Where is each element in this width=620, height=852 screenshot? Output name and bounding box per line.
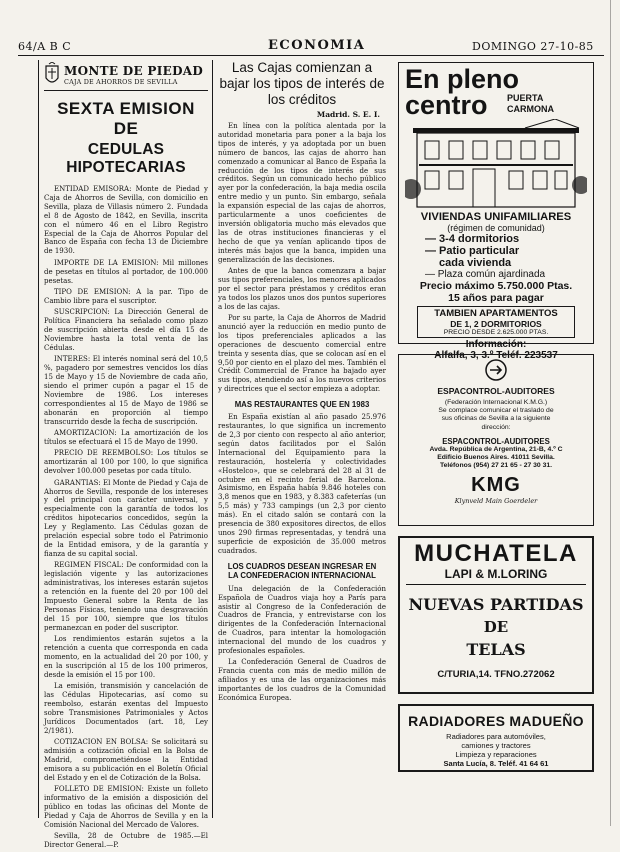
section2-body: [218, 413, 386, 556]
ad1-title-1: En pleno: [405, 64, 519, 94]
section-title: ECONOMIA: [268, 38, 366, 53]
issue-date: DOMINGO 27-10-85: [472, 40, 594, 53]
ad1-info: Información:: [465, 339, 527, 350]
kmg-logo: KMG: [471, 474, 521, 497]
ad4-line-1: Radiadores para automóviles,: [446, 732, 546, 741]
left-paragraph: La emisión, transmisión y cancelación de las Cédulas Hipotecarias, así como su reembolso, estarán exentas del Impuesto sobre Transmisiones Patrimoniales y Actos Jurídicos Documentados (art. 18, Ley 2/1981).: [44, 682, 208, 735]
ad1-years: 15 años para pagar: [448, 292, 544, 304]
ad3-name: MUCHATELA: [414, 540, 578, 567]
article-byline: Madrid. S. E. I.: [316, 110, 380, 119]
ad3-line-1: NUEVAS PARTIDAS: [408, 595, 584, 614]
ad1-box-line-1: TAMBIEN APARTAMENTOS: [434, 308, 558, 319]
headline-1: SEXTA EMISION DE: [57, 99, 195, 138]
auditors-ad: [398, 354, 594, 526]
left-paragraph: GARANTIAS: El Monte de Piedad y Caja de Ahorros de Sevilla, responde de los intereses y del principal con carácter universal, y especialmente con la garantía de todos los créditos hipotecarios concedidos, según la Ley y Reglamento. Las Cédulas gozan de prelación especial sobre todo el Patrimonio de la Entidad emisora, y de la garantía y fianza de su capital social.: [44, 478, 208, 558]
ad3-sub: LAPI & M.LORING: [406, 567, 586, 585]
page-edge: [610, 0, 611, 826]
left-ad-border-right: [212, 60, 213, 818]
middle-paragraph: Antes de que la banca comenzara a bajar sus tipos preferenciales, los menores aplicados por el sector para préstamos y créditos eran ya todos los plazos unos dos puntos superiores a los de las cajas.: [218, 267, 386, 311]
org-logo: [44, 62, 208, 91]
header-rule: [18, 55, 604, 56]
ad2-address-1: Avda. República de Argentina, 21-B, 4.º C: [429, 445, 563, 453]
left-ad-border: [38, 60, 39, 818]
real-estate-ad: [398, 62, 594, 361]
ad3-line-3: TELAS: [466, 640, 526, 659]
page-number: 64/A B C: [18, 40, 72, 53]
left-paragraph: ENTIDAD EMISORA: Monte de Piedad y Caja de Ahorros de Sevilla, con domicilio en Sevilla, plaza de Villasis número 2. Fundada el 8 de Agosto de 1842, en Sevilla, inscrita con el número 46 en el Libro Registro Especial de la Caja de Ahorros Popular del Banco de España con fecha 13 de Diciembre de 1930.: [44, 185, 208, 256]
section2-paragraph: En España existían al año pasado 25.976 restaurantes, lo que significa un incremento de 2,3 por ciento con respecto al año anterior, según datos facilitados por el Salón Internacional del Equipamiento para la restauración, hostelería y colectividades «Hostelco», que se celebrará del 28 al 31 de octubre en el recinto ferial de Barcelona. Asimismo, en España había 9.846 hoteles con 3,8 menos que en 1983, y 8.383 cafeterías (un 5,5 más) y 733 campings (un 2,3 por ciento más). En el citado salón se contará con la presencia de 380 expositores directos, de ellos unos 290 firmas representadas, y tendrá una superficie de exposición de 35.000 metros cuadrados.: [218, 413, 386, 555]
ad2-address-2: Edificio Buenos Aires. 41011 Sevilla.: [437, 454, 555, 462]
ad1-place-1: PUERTA: [507, 93, 544, 103]
org-subtitle: CAJA DE AHORROS DE SEVILLA: [64, 78, 178, 86]
ad1-address: Alfalfa, 3, 3.º Teléf. 223537: [434, 350, 558, 361]
section3-body: [218, 585, 386, 703]
middle-body: [218, 122, 386, 394]
ad1-line-6: — Plaza común ajardinada: [425, 269, 546, 280]
headline-2: CEDULAS HIPOTECARIAS: [66, 141, 186, 176]
left-paragraph: SUSCRIPCION: La Dirección General de Política Financiera ha señalado como plazo de suscripción abierta desde el día 15 de Noviembre hasta la total venta de las Cédulas.: [44, 308, 208, 352]
middle-paragraph: En línea con la política alentada por la autoridad monetaria para poner a la baja los tipos de interés, y ya adoptada por un buen número de bancos, las cajas de ahorro han comenzado a comunicar al Banco de España la reducción de los tipos de interés de sus créditos. Según un comunicado hecho público ayer por la confederación, la baja media oscila entre medio y un punto. Sin embargo, señala la expansión especial de las cajas de ahorros, particularmente a unos coeficientes de inversión obligatoria mucho más elevados que las de otras instituciones financieras y el hecho de que ya venían aplicando tipos de interés más bajos que la banca, impiden una generalización de las decisiones.: [218, 122, 386, 264]
org-title: MONTE DE PIEDAD: [64, 64, 204, 78]
ad2-title: ESPACONTROL-AUDITORES: [437, 386, 555, 396]
left-paragraph: PRECIO DE REEMBOLSO: Los títulos se amortizarán al 100 por 100, lo que significa devolver 100.000 pesetas por cada título.: [44, 449, 208, 476]
left-paragraph: FOLLETO DE EMISION: Existe un folleto informativo de la emisión a disposición del público en todas las oficinas del Monte de Piedad y Caja de Ahorros de Sevilla y en la Comisión Nacional del Mercado de Valores.: [44, 785, 208, 829]
ad2-line-2: Se complace comunicar el traslado de: [438, 407, 554, 415]
ad4-name: RADIADORES MADUEÑO: [408, 713, 584, 729]
radiator-ad: [398, 704, 594, 772]
ad1-price: Precio máximo 5.750.000 Ptas.: [419, 280, 573, 292]
section2-title: MAS RESTAURANTES QUE EN 1983: [234, 400, 370, 410]
ad1-place-2: CARMONA: [507, 104, 554, 114]
article-headline: Las Cajas comienzan a bajar los tipos de interés de los créditos: [219, 60, 385, 107]
arrow-logo-icon: [484, 358, 508, 382]
ad2-phone: Teléfonos (954) 27 21 65 - 27 30 31.: [439, 462, 553, 470]
ad1-line-5: cada vivienda: [439, 257, 512, 269]
left-paragraph: TIPO DE EMISION: A la par. Tipo de Cambio libre para el suscriptor.: [44, 287, 208, 305]
ad1-line-1: VIVIENDAS UNIFAMILIARES: [420, 211, 572, 223]
ad2-line-3: sus oficinas de Sevilla a la siguiente: [441, 415, 551, 423]
ad4-line-3: Limpieza y reparaciones: [455, 750, 537, 759]
ad1-apartments-box: [417, 306, 575, 338]
ad3-address: C/TURIA,14. TFNO.272062: [437, 669, 555, 680]
middle-column: [218, 60, 386, 705]
section3-title: LOS CUADROS DESEAN INGRESAR EN LA CONFEDERACION INTERNACIONAL: [227, 561, 377, 581]
left-paragraph: Los rendimientos estarán sujetos a la retención a cuenta que corresponda en cada momento, en la actualidad del 20 por 100, y en la suscripción al 15 de los 100 primeros, desde la emisión el 15 por 100.: [44, 635, 208, 679]
ad2-line-1: (Federación Internacional K.M.G.): [444, 399, 548, 406]
left-paragraph: COTIZACION EN BOLSA: Se solicitará su admisión a cotización oficial en la Bolsa de Madrid, comprometiéndose la Entidad emisora a su publicación en el Boletín Oficial del Estado y en el de Cotización de la Bolsa.: [44, 737, 208, 782]
ad1-title-2: centro: [405, 90, 488, 120]
left-paragraph: AMORTIZACION: La amortización de los títulos se efectuará el 15 de Mayo de 1990.: [44, 429, 208, 446]
ad2-line-4: dirección:: [481, 423, 511, 431]
ad2-name: ESPACONTROL-AUDITORES: [442, 436, 550, 446]
ad1-box-line-3: PRECIO DESDE 2.625.000 PTAS.: [443, 329, 549, 336]
ad1-line-2: (régimen de comunidad): [447, 223, 545, 233]
left-paragraph: INTERES: El interés nominal será del 10,5 %, pagadero por semestres vencidos los días 15 de Mayo y 15 de Noviembre de cada año, siendo el primer cupón a pagar el 15 de Noviembre de 1986. Los intereses correspondientes al 15 de Mayo de 1986 se abonarán en proporción al tiempo transcurrido desde la fecha de suscripción.: [44, 355, 208, 426]
building-illustration: [405, 119, 587, 209]
middle-paragraph: Por su parte, la Caja de Ahorros de Madrid anunció ayer la reducción en medio punto de los tipos preferenciales aplicados a las operaciones de descuento comercial entre treinta y sesenta días, que se colocan así en el 9,50 por ciento en el plazo del mes. También el Crédit Commercial de France ha bajado ayer sus tipos, atendiendo así a los nuevos criterios y directrices que el sector empieza a adoptar.: [218, 314, 386, 394]
left-body: [44, 185, 208, 850]
ad1-box-line-2: DE 1, 2 DORMITORIOS: [450, 319, 542, 329]
section3-paragraph: La Confederación General de Cuadros de Francia cuenta con más de medio millón de afiliados y es una de las organizaciones más importantes de los cuadros de la Comunidad Económica Europea.: [218, 658, 386, 703]
left-paragraph: IMPORTE DE LA EMISION: Mil millones de pesetas en títulos al portador, de 100.000 pesetas.: [44, 258, 208, 285]
crest-icon: [44, 62, 60, 88]
left-column: [44, 62, 208, 852]
kmg-logo-subtitle: Klynveld Main Goerdeler: [454, 497, 538, 506]
ad3-line-2: DE: [483, 618, 509, 636]
ad4-address: Santa Lucía, 8. Teléf. 41 64 61: [443, 759, 549, 768]
ad1-line-3: — 3-4 dormitorios: [425, 233, 520, 245]
left-paragraph: Sevilla, 28 de Octubre de 1985.—El Director General.—P.: [44, 832, 208, 849]
ad1-line-4: — Patio particular: [425, 245, 520, 257]
textile-ad: [398, 536, 594, 694]
section3-paragraph: Una delegación de la Confederación Española de Cuadros viaja hoy a París para asistir al Congreso de la Confederación de Cuadros de Francia, y entrevistarse con los dirigentes de la Confederación Internacional de Cuadros, para intentar la homologación internacional del mundo de los cuadros y profesionales españoles.: [218, 584, 386, 656]
ad4-line-2: camiones y tractores: [461, 741, 531, 750]
left-paragraph: REGIMEN FISCAL: De conformidad con la legislación vigente y las autorizaciones administrativas, los intereses estarán sujetos a retención en la fuente del 20 por 100 del Impuesto General sobre la Renta de las Personas Físicas, teniendo una desgravación del 15 por 100, siempre que los títulos permanezcan en poder del suscriptor.: [44, 561, 208, 632]
